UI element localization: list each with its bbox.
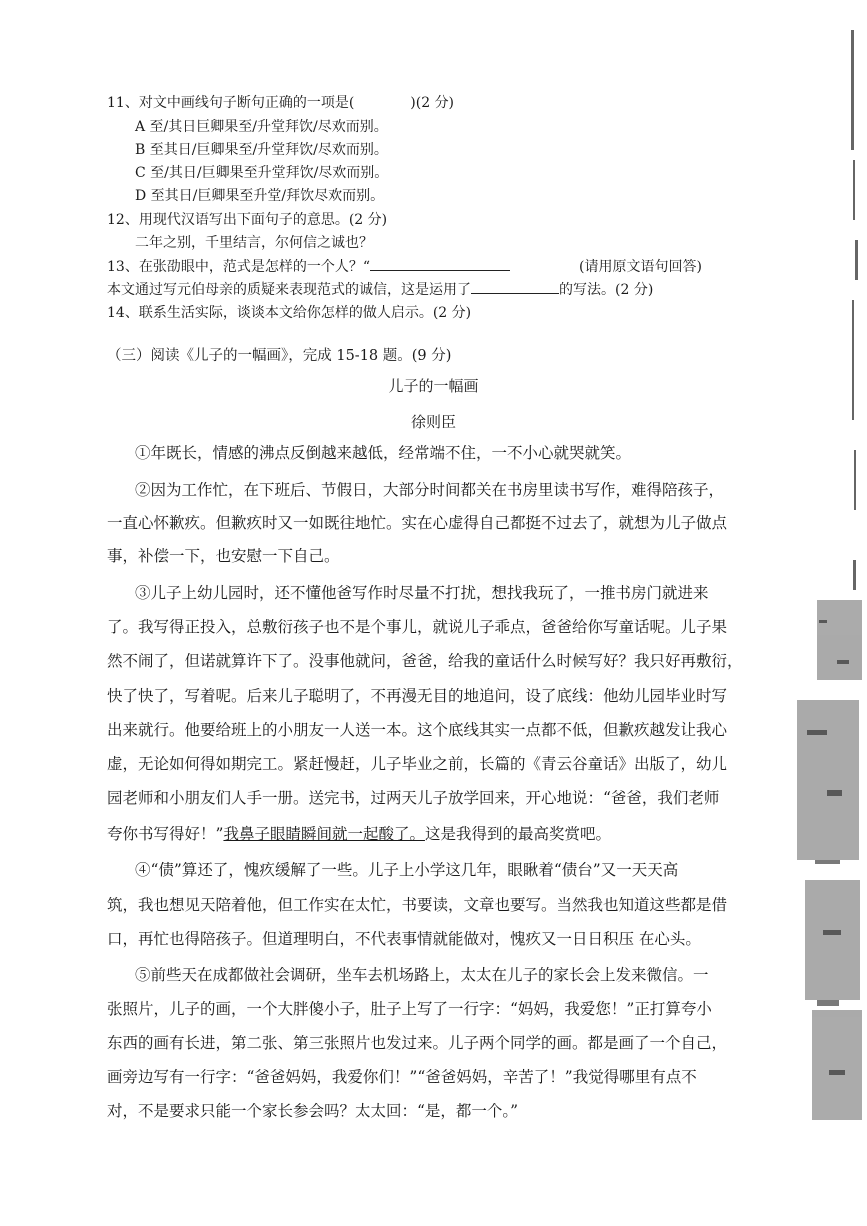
paragraph-3-line: 出来就行。他要给班上的小朋友一人送一本。这个底线其实一点都不低，但歉疚越发让我心 bbox=[107, 721, 728, 739]
paragraph-2-line: 事，补偿一下，也安慰一下自己。 bbox=[107, 547, 340, 565]
question-11-stem: 11、对文中画线句子断句正确的一项是( )(2 分) bbox=[107, 95, 455, 111]
question-12-stem: 12、用现代汉语写出下面句子的意思。(2 分) bbox=[107, 212, 388, 228]
q11-option-c: C 至/其日/巨卿果至升堂拜饮/尽欢而别。 bbox=[135, 165, 389, 181]
paragraph-5-line: 张照片，儿子的画，一个大胖傻小子，肚子上写了一行字：“妈妈，我爱您！”正打算夸小 bbox=[107, 1000, 712, 1018]
article-title: 儿子的一幅画 bbox=[388, 377, 479, 395]
answer-blank bbox=[471, 293, 559, 294]
paragraph-2-line: ②因为工作忙，在下班后、节假日，大部分时间都关在书房里读书写作，难得陪孩子， bbox=[135, 481, 725, 499]
q11-option-a: A 至/其日巨卿果至/升堂拜饮/尽欢而别。 bbox=[135, 119, 388, 135]
paragraph-5-line: ⑤前些天在成都做社会调研，坐车去机场路上，太太在儿子的家长会上发来微信。一 bbox=[135, 966, 709, 984]
paragraph-3-line: 园老师和小朋友们人手一册。送完书，过两天儿子放学回来，开心地说：“爸爸，我们老师 bbox=[107, 789, 720, 807]
paragraph-3-line: 然不闹了，但诺就算许下了。没事他就问，爸爸，给我的童话什么时候写好？我只好再敷衍， bbox=[107, 652, 743, 670]
paragraph-3-line: 夸你书写得好！”我鼻子眼睛瞬间就一起酸了。这是我得到的最高奖赏吧。 bbox=[107, 825, 611, 843]
question-13-line2: 本文通过写元伯母亲的质疑来表现范式的诚信，这是运用了 的写法。(2 分) bbox=[107, 282, 654, 298]
paragraph-3-line: 快了快了，写着呢。后来儿子聪明了，不再漫无目的地追问，设了底线：他幼儿园毕业时写 bbox=[107, 687, 728, 705]
paragraph-4-line: ④“债”算还了，愧疚缓解了一些。儿子上小学这几年，眼瞅着“债台”又一天天高 bbox=[135, 861, 679, 879]
paragraph-5-line: 对，不是要求只能一个家长参会吗？太太回：“是，都一个。” bbox=[107, 1102, 519, 1120]
question-13-stem: 13、在张劭眼中，范式是怎样的一个人？“ bbox=[107, 258, 510, 276]
section-heading: （三）阅读《儿子的一幅画》，完成 15-18 题。(9 分) bbox=[107, 348, 452, 364]
q11-option-b: B 至其日/巨卿果至/升堂拜饮/尽欢而别。 bbox=[135, 142, 388, 158]
paragraph-3-line: ③儿子上幼儿园时，还不懂他爸写作时尽量不打扰，想找我玩了，一推书房门就进来 bbox=[135, 584, 709, 602]
question-13-note: (请用原文语句回答) bbox=[579, 259, 702, 275]
question-14-stem: 14、联系生活实际，谈谈本文给你怎样的做人启示。(2 分) bbox=[107, 305, 472, 321]
paragraph-1: ①年既长，情感的沸点反倒越来越低，经常端不住，一不小心就哭就笑。 bbox=[135, 444, 632, 462]
paragraph-3-line: 了。我写得正投入，总敷衍孩子也不是个事儿，就说儿子乖点，爸爸给你写童话呢。儿子果 bbox=[107, 618, 728, 636]
answer-blank bbox=[370, 270, 510, 271]
question-12-sentence: 二年之别，千里结言，尔何信之诚也？ bbox=[135, 235, 373, 251]
scan-edge-artifact bbox=[757, 0, 867, 1226]
article-author: 徐则臣 bbox=[410, 413, 456, 431]
q11-option-d: D 至其日/巨卿果至升堂/拜饮尽欢而别。 bbox=[135, 188, 385, 204]
paragraph-4-line: 筑，我也想见天陪着他，但工作实在太忙，书要读，文章也要写。当然我也知道这些都是借 bbox=[107, 896, 728, 914]
paragraph-2-line: 一直心怀歉疚。但歉疚时又一如既往地忙。实在心虚得自己都挺不过去了，就想为儿子做点 bbox=[107, 514, 728, 532]
paragraph-3-line: 虚，无论如何得如期完工。紧赶慢赶，儿子毕业之前，长篇的《青云谷童话》出版了，幼儿 bbox=[107, 755, 728, 773]
paragraph-4-line: 口，再忙也得陪孩子。但道理明白，不代表事情就能做对，愧疚又一日日积压 在心头。 bbox=[107, 930, 701, 948]
paragraph-5-line: 画旁边写有一行字：“爸爸妈妈，我爱你们！”“爸爸妈妈，辛苦了！”我觉得哪里有点不 bbox=[107, 1068, 697, 1086]
paragraph-5-line: 东西的画有长进，第二张、第三张照片也发过来。儿子两个同学的画。都是画了一个自己， bbox=[107, 1034, 728, 1052]
underlined-sentence: 我鼻子眼睛瞬间就一起酸了。 bbox=[223, 825, 425, 843]
